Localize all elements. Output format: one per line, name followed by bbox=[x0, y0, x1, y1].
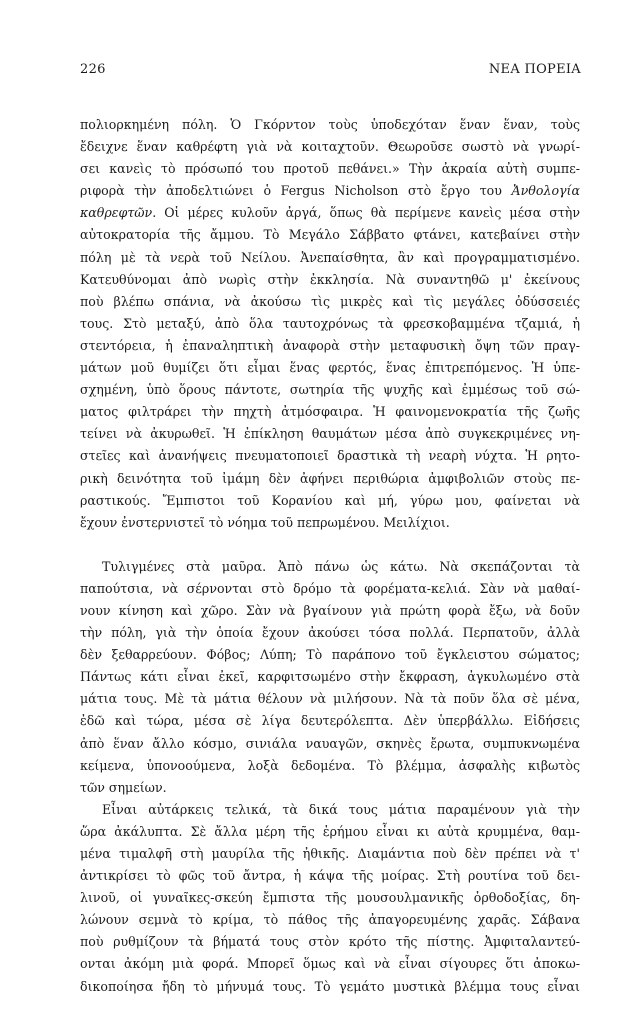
running-title: ΝΕΑ ΠΟΡΕΙΑ bbox=[488, 62, 581, 77]
text-line: ὥρα ἀκάλυπτα. Σὲ ἄλλα μέρη τῆς ἐρήμου εἶναι κι αὐτὰ κρυμμένα, θαμ- bbox=[80, 823, 580, 839]
paragraph bbox=[80, 114, 580, 534]
paragraph-gap bbox=[80, 534, 580, 556]
body-text bbox=[80, 114, 580, 998]
text-line: δικοποίησα ἤδη τὸ μήνυμά τους. Τὸ γεμάτο μυστικὰ βλέμμα τους εἶναι bbox=[80, 978, 580, 994]
text-line: πολιορκημένη πόλη. Ὁ Γκόρντον τοὺς ὑποδεχόταν ἕναν ἕναν, τοὺς bbox=[80, 117, 580, 132]
text-line: λινοῦ, οἱ γυναῖκες-σκεύη ἔμπιστα τῆς μουσουλμανικῆς ὀρθοδοξίας, δη- bbox=[80, 890, 580, 906]
page-number: 226 bbox=[80, 62, 106, 77]
text-line: παπούτσια, νὰ σέρνονται στὸ δρόμο τὰ φορέματα-κελιά. Σὰν νὰ μαθαί- bbox=[80, 580, 580, 596]
text-line: σει κανεὶς τὸ πρόσωπό του προτοῦ πεθάνει.» Τὴν ἀκραία αὐτὴ συμπε- bbox=[80, 161, 580, 177]
text-line: δὲν ξεθαρρεύουν. Φόβος; Λύπη; Τὸ παράπονο τοῦ ἔγκλειστου σώματος; bbox=[80, 647, 580, 663]
text-line: ρικὴ δεινότητα τοῦ ἰμάμη δὲν ἀφήνει περιθώρια ἀμφιβολιῶν στοὺς πε- bbox=[80, 470, 580, 486]
text-line: στεντόρεια, ἡ ἐπαναληπτικὴ ἀναφορὰ στὴν μεταφυσικὴ ὄψη τῶν πραγ- bbox=[80, 337, 580, 353]
text-line: ἔχουν ἐνστερνιστεῖ τὸ νόημα τοῦ πεπρωμένου. Μειλίχιοι. bbox=[80, 514, 450, 530]
text-line: Τυλιγμένες στὰ μαῦρα. Ἀπὸ πάνω ὡς κάτω. Νὰ σκεπάζονται τὰ bbox=[102, 558, 580, 574]
paragraph bbox=[80, 556, 580, 799]
text-line: τους. Στὸ μεταξύ, ἀπὸ ὅλα ταυτοχρόνως τὰ φρεσκοβαμμένα τζαμιά, ἡ bbox=[80, 315, 580, 331]
text-line: τὴν πόλη, γιὰ τὴν ὁποία ἔχουν ἀκούσει τόσα πολλά. Περπατοῦν, ἀλλὰ bbox=[80, 625, 580, 641]
text-line: ποὺ βλέπω σπάνια, νὰ ἀκούσω τὶς μικρὲς καὶ τὶς μεγάλες ὀδύσσειές bbox=[80, 293, 580, 309]
book-title-italic: καθρεφτῶν bbox=[80, 205, 153, 221]
text-line: ἀντικρίσει τὸ φῶς τοῦ ἄντρα, ἡ κάψα τῆς μοίρας. Στὴ ρουτίνα τοῦ δει- bbox=[80, 868, 580, 884]
text-line: ἀπὸ ἕναν ἄλλο κόσμο, σινιάλα ναυαγῶν, σκηνὲς ἔρωτα, συμπυκνωμένα bbox=[80, 735, 580, 751]
text-line: κείμενα, ὑπονοούμενα, λοξὰ δεδομένα. Τὸ βλέμμα, ἀσφαλὴς κιβωτὸς bbox=[80, 757, 580, 773]
paragraph bbox=[80, 799, 580, 998]
text-line: νουν κίνηση καὶ χῶρο. Σὰν νὰ βγαίνουν γιὰ πρώτη φορὰ ἔξω, νὰ δοῦν bbox=[80, 602, 580, 618]
text-line: ραστικούς. Ἔμπιστοι τοῦ Κορανίου καὶ μή, γύρω μου, φαίνεται νὰ bbox=[80, 492, 580, 508]
text-line: ριφορὰ τὴν ἀποδελτιώνει ὁ Fergus Nicholson στὸ ἔργο του Ἀνθολογία bbox=[80, 183, 580, 199]
text-line: Εἶναι αὐτάρκεις τελικά, τὰ δικά τους μάτια παραμένουν γιὰ τὴν bbox=[102, 801, 580, 817]
text-line: ἐδῶ καὶ τώρα, μέσα σὲ λίγα δευτερόλεπτα. Δὲν ὑπερβάλλω. Εἰδήσεις bbox=[80, 713, 580, 729]
text-line: τῶν σημείων. bbox=[80, 779, 167, 795]
text-line: αὐτοκρατορία τῆς ἄμμου. Τὸ Μεγάλο Σάββατο φτάνει, κατεβαίνει στὴν bbox=[80, 227, 580, 243]
text-line: τείνει νὰ ἀκυρωθεῖ. Ἡ ἐπίκληση θαυμάτων μέσα ἀπὸ συγκεκριμένες νη- bbox=[80, 426, 580, 442]
text-line: ἔδειχνε ἕναν καθρέφτη γιὰ νὰ κοιταχτοῦν. Θεωροῦσε σωστὸ νὰ γνωρί- bbox=[80, 139, 580, 155]
text-line: Κατευθύνομαι ἀπὸ νωρὶς στὴν ἐκκλησία. Νὰ συναντηθῶ μ' ἐκείνους bbox=[80, 271, 580, 287]
text-line: καθρεφτῶν. Οἱ μέρες κυλοῦν ἀργά, ὅπως θὰ περίμενε κανεὶς μέσα στὴν bbox=[80, 205, 580, 221]
book-title-italic: Ἀνθολογία bbox=[511, 183, 580, 199]
text-line: πόλη μὲ τὰ νερὰ τοῦ Νείλου. Ἀνεπαίσθητα, ἂν καὶ προγραμματισμένο. bbox=[80, 249, 580, 265]
text-line: ονται ἀκόμη μιὰ φορά. Μπορεῖ ὅμως καὶ νὰ εἶναι σίγουρες ὅτι ἀποκω- bbox=[80, 956, 580, 972]
text-line: μάτων μοῦ θυμίζει ὅτι εἶμαι ἕνας φερτός, ἕνας ἐπιτρεπόμενος. Ἡ ὑπε- bbox=[80, 360, 580, 376]
text-line: σχημένη, ὑπὸ ὅρους πάντοτε, σωτηρία τῆς ψυχῆς καὶ ἐμμέσως τοῦ σώ- bbox=[80, 382, 580, 398]
text-line: ματος φιλτράρει τὴν πηχτὴ ἀτμόσφαιρα. Ἡ φαινομενοκρατία τῆς ζωῆς bbox=[80, 404, 580, 420]
text-line: λώνουν σεμνὰ τὸ κρίμα, τὸ πάθος τῆς ἀπαγορευμένης χαρᾶς. Σάβανα bbox=[80, 912, 580, 928]
text-line: μάτια τους. Μὲ τὰ μάτια θέλουν νὰ μιλήσουν. Νὰ τὰ ποῦν ὅλα σὲ μένα, bbox=[80, 691, 580, 707]
text-line: Πάντως κάτι εἶναι ἐκεῖ, καρφιτσωμένο στὴν ἔκφραση, ἀγκυλωμένο στὰ bbox=[80, 669, 580, 685]
text-line: μένα τιμαλφῆ στὴ μαυρίλα τῆς ἠθικῆς. Διαμάντια ποὺ δὲν πρέπει νὰ τ' bbox=[80, 846, 580, 861]
text-line: στεῖες καὶ ἀνανήψεις πνευματοποιεῖ δραστικὰ τὴ νεαρὴ νύχτα. Ἡ ρητο- bbox=[80, 448, 580, 464]
text-line: ποὺ ρυθμίζουν τὰ βήματά τους στὸν κρότο τῆς πίστης. Ἀμφιταλαντεύ- bbox=[80, 934, 580, 950]
